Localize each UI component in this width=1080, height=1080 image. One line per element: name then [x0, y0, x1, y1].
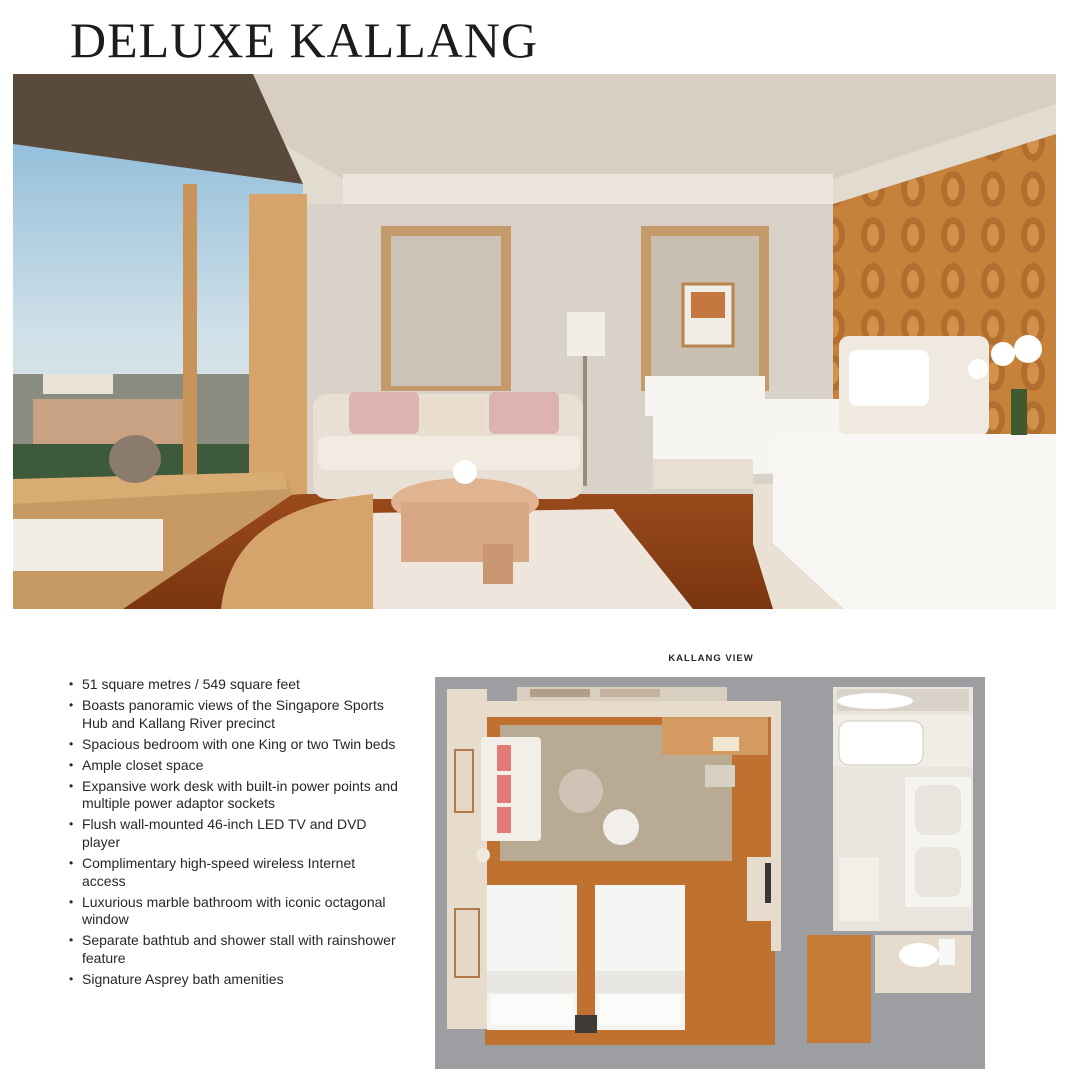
- amenity-tv: • Flush wall-mounted 46-inch LED TV and DVD player: [68, 816, 398, 851]
- amenity-internet: • Complimentary high-speed wireless Internet access: [68, 855, 398, 890]
- amenity-bedroom: • Spacious bedroom with one King or two Twin beds: [68, 736, 398, 754]
- floorplan: [435, 677, 985, 1069]
- amenity-views: • Boasts panoramic views of the Singapore Sports Hub and Kallang River precinct: [68, 697, 398, 732]
- amenity-bathroom: • Luxurious marble bathroom with iconic octagonal window: [68, 894, 398, 929]
- amenities-list: [68, 676, 398, 992]
- amenity-bath-products: • Signature Asprey bath amenities: [68, 971, 398, 989]
- floorplan-label: KALLANG VIEW: [668, 653, 754, 664]
- amenity-desk: • Expansive work desk with built-in power points and multiple power adaptor sockets: [68, 778, 398, 813]
- room-photo: [13, 74, 1056, 609]
- amenity-size: • 51 square metres / 549 square feet: [68, 676, 398, 694]
- amenity-closet: • Ample closet space: [68, 757, 398, 775]
- amenity-bathtub-shower: • Separate bathtub and shower stall with rainshower feature: [68, 932, 398, 967]
- page-title: DELUXE KALLANG: [70, 12, 539, 68]
